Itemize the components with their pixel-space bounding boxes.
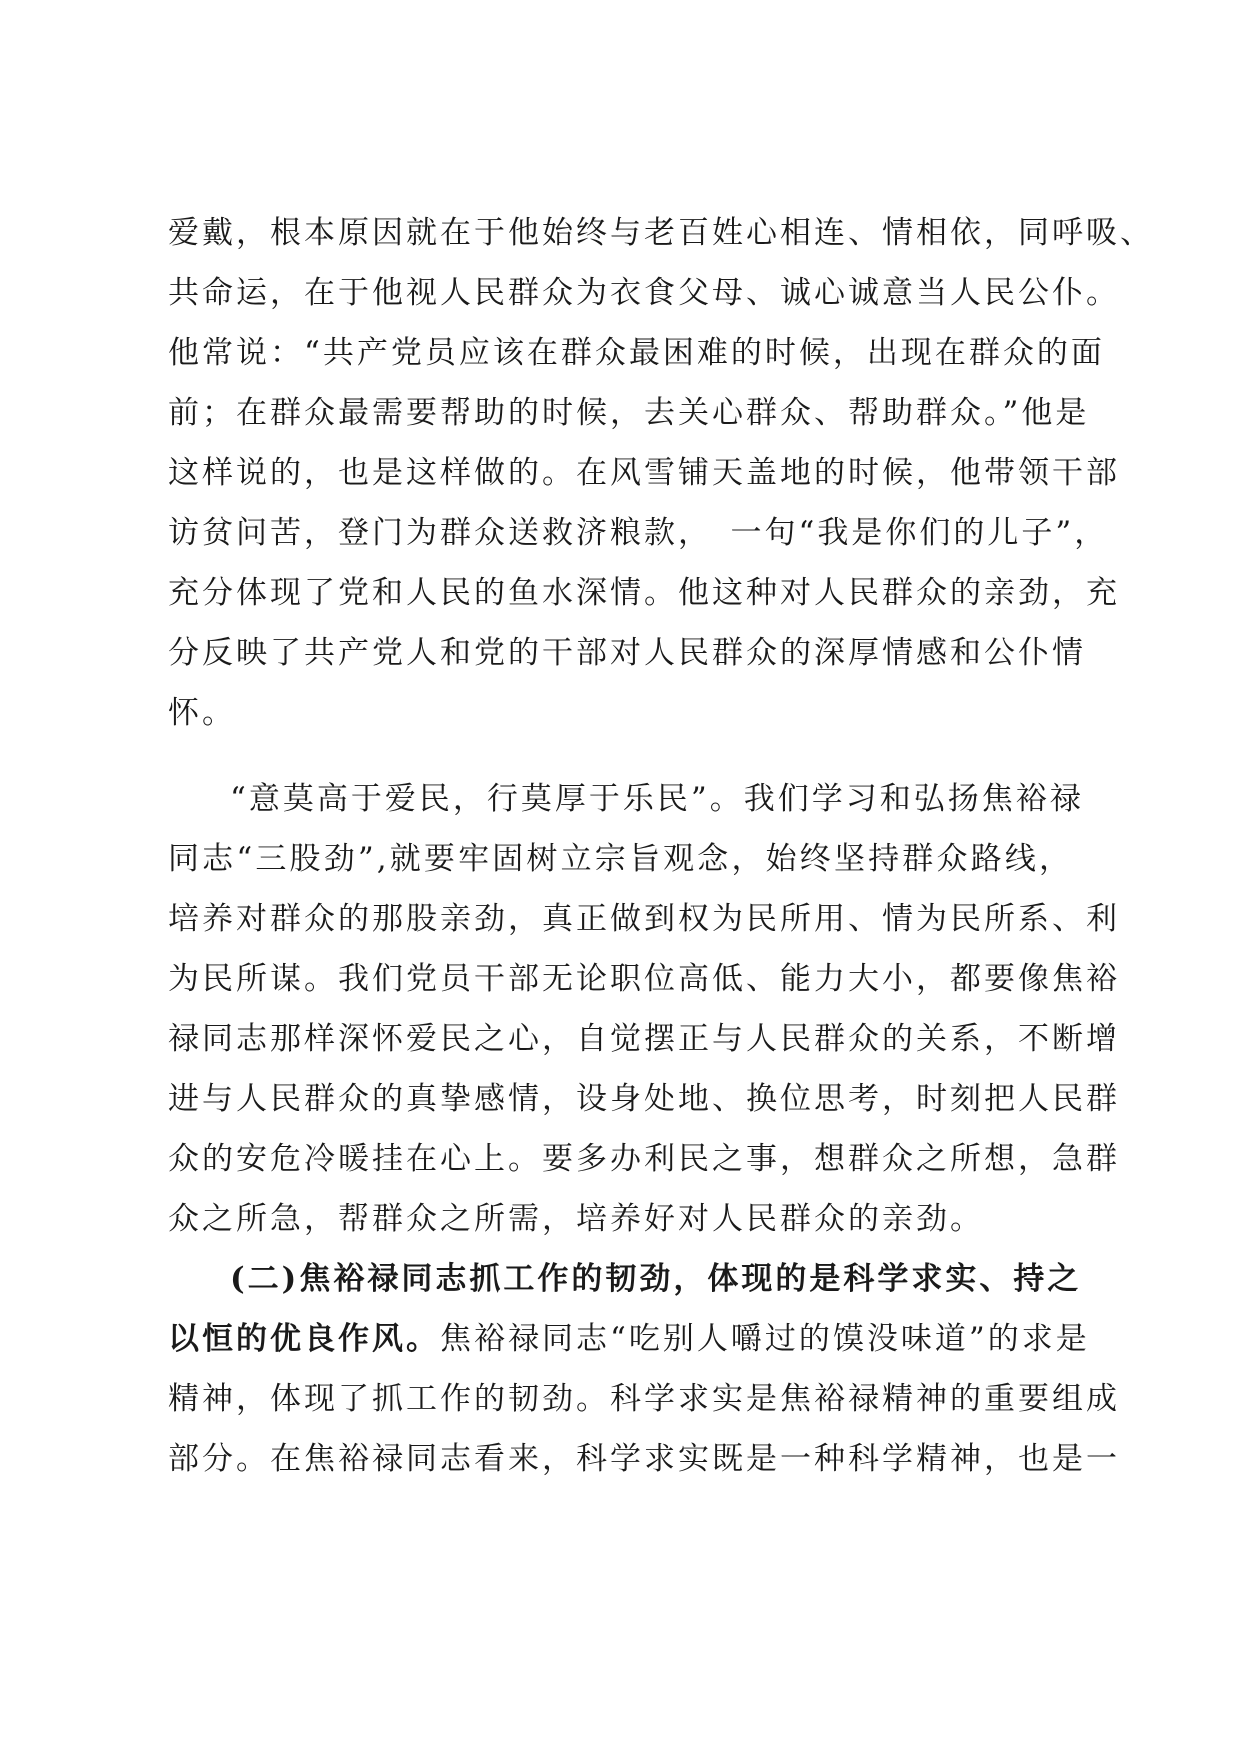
- text-line: 众之所急，帮群众之所需，培养好对人民群众的亲劲。: [168, 1201, 984, 1237]
- section-heading-end: 以恒的优良作风。: [168, 1321, 440, 1357]
- section-heading: (二)焦裕禄同志抓工作的韧劲，体现的是科学求实、持之: [230, 1261, 1082, 1297]
- text-line: 前；在群众最需要帮助的时候，去关心群众、帮助群众。”他是: [168, 395, 1090, 431]
- paragraph: [168, 203, 1154, 743]
- text-line: 这样说的，也是这样做的。在风雪铺天盖地的时候，他带领干部: [168, 455, 1120, 491]
- text-line: [168, 1309, 1090, 1369]
- text-line: 同志“三股劲”,就要牢固树立宗旨观念，始终坚持群众路线，: [168, 841, 1073, 877]
- text-line: 分反映了共产党人和党的干部对人民群众的深厚情感和公仆情: [168, 635, 1086, 671]
- text-line: 爱戴，根本原因就在于他始终与老百姓心相连、情相依，同呼吸、: [168, 215, 1154, 251]
- paragraph: [168, 769, 1120, 1249]
- text-line: 培养对群众的那股亲劲，真正做到权为民所用、情为民所系、利: [168, 901, 1120, 937]
- text-line: 众的安危冷暖挂在心上。要多办利民之事，想群众之所想，急群: [168, 1141, 1120, 1177]
- text-line: 共命运，在于他视人民群众为衣食父母、诚心诚意当人民公仆。: [168, 275, 1120, 311]
- text-line: 充分体现了党和人民的鱼水深情。他这种对人民群众的亲劲，充: [168, 575, 1120, 611]
- text-line: 他常说：“共产党员应该在群众最困难的时候，出现在群众的面: [168, 335, 1105, 371]
- text-line: 为民所谋。我们党员干部无论职位高低、能力大小，都要像焦裕: [168, 961, 1120, 997]
- paragraph-gap: [168, 743, 1073, 769]
- text-line: “意莫高于爱民，行莫厚于乐民”。我们学习和弘扬焦裕禄: [230, 781, 1084, 817]
- text-line: 访贫问苦，登门为群众送救济粮款， 一句“我是你们的儿子”，: [168, 515, 1109, 551]
- paragraph: [168, 1249, 1120, 1489]
- text-line: 怀。: [168, 695, 236, 731]
- text-line: 精神，体现了抓工作的韧劲。科学求实是焦裕禄精神的重要组成: [168, 1381, 1120, 1417]
- text-line: 进与人民群众的真挚感情，设身处地、换位思考，时刻把人民群: [168, 1081, 1120, 1117]
- text-line: 禄同志那样深怀爱民之心，自觉摆正与人民群众的关系，不断增: [168, 1021, 1120, 1057]
- text-run: 焦裕禄同志“吃别人嚼过的馍没味道”的求是: [440, 1321, 1090, 1357]
- document-body: [168, 203, 1154, 1489]
- text-line: 部分。在焦裕禄同志看来，科学求实既是一种科学精神，也是一: [168, 1441, 1120, 1477]
